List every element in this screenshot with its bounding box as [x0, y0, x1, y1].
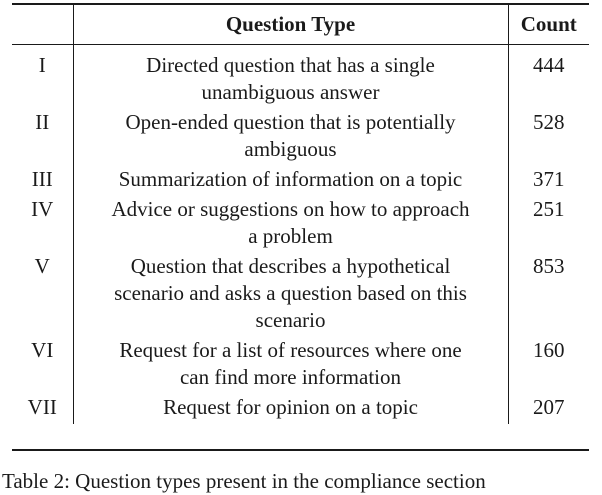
header-row: [12, 5, 589, 44]
table-row: [12, 337, 589, 394]
row-description: [73, 253, 508, 337]
table-row: [12, 196, 589, 253]
table-row: [12, 253, 589, 337]
table-row: [12, 109, 589, 166]
description-line: Open-ended question that is potentially: [125, 110, 456, 134]
bottom-rule: [12, 449, 589, 451]
row-id: II: [12, 109, 73, 166]
row-description: [73, 337, 508, 394]
row-count: 207: [533, 395, 565, 419]
row-count: 160: [533, 338, 565, 362]
description-line: can find more information: [179, 365, 401, 389]
table-caption: Table 2: Question types present in the compliance section: [2, 469, 486, 493]
row-id: VI: [12, 337, 73, 394]
row-description: [73, 166, 508, 196]
row-description: [73, 196, 508, 253]
row-id: VII: [12, 394, 73, 424]
description-line: Request for a list of resources where one: [119, 338, 462, 362]
header-question-type: Question Type: [73, 5, 508, 44]
row-id: I: [12, 44, 73, 109]
row-count: 371: [533, 167, 565, 191]
row-count: 444: [533, 53, 565, 77]
description-line: scenario: [255, 308, 326, 332]
row-count: 853: [533, 254, 565, 278]
table-row: [12, 166, 589, 196]
row-id: V: [12, 253, 73, 337]
table-row: [12, 394, 589, 424]
description-line: a problem: [248, 224, 333, 248]
row-description: [73, 44, 508, 109]
description-line: ambiguous: [244, 137, 337, 161]
row-id: III: [12, 166, 73, 196]
header-count: Count: [520, 12, 577, 36]
description-line: scenario and asks a question based on this: [114, 281, 467, 305]
description-line: unambiguous answer: [201, 80, 380, 104]
table-row: [12, 44, 589, 109]
row-description: [73, 109, 508, 166]
description-line: Summarization of information on a topic: [118, 167, 463, 191]
description-line: Question that describes a hypothetical: [130, 254, 451, 278]
row-id: IV: [12, 196, 73, 253]
description-line: Request for opinion on a topic: [163, 395, 418, 419]
header-id: [12, 5, 73, 44]
description-line: Advice or suggestions on how to approach: [111, 197, 470, 221]
description-line: Directed question that has a single: [146, 53, 435, 77]
row-count: 528: [533, 110, 565, 134]
row-description: [73, 394, 508, 424]
row-count: 251: [533, 197, 565, 221]
table: [12, 5, 589, 424]
